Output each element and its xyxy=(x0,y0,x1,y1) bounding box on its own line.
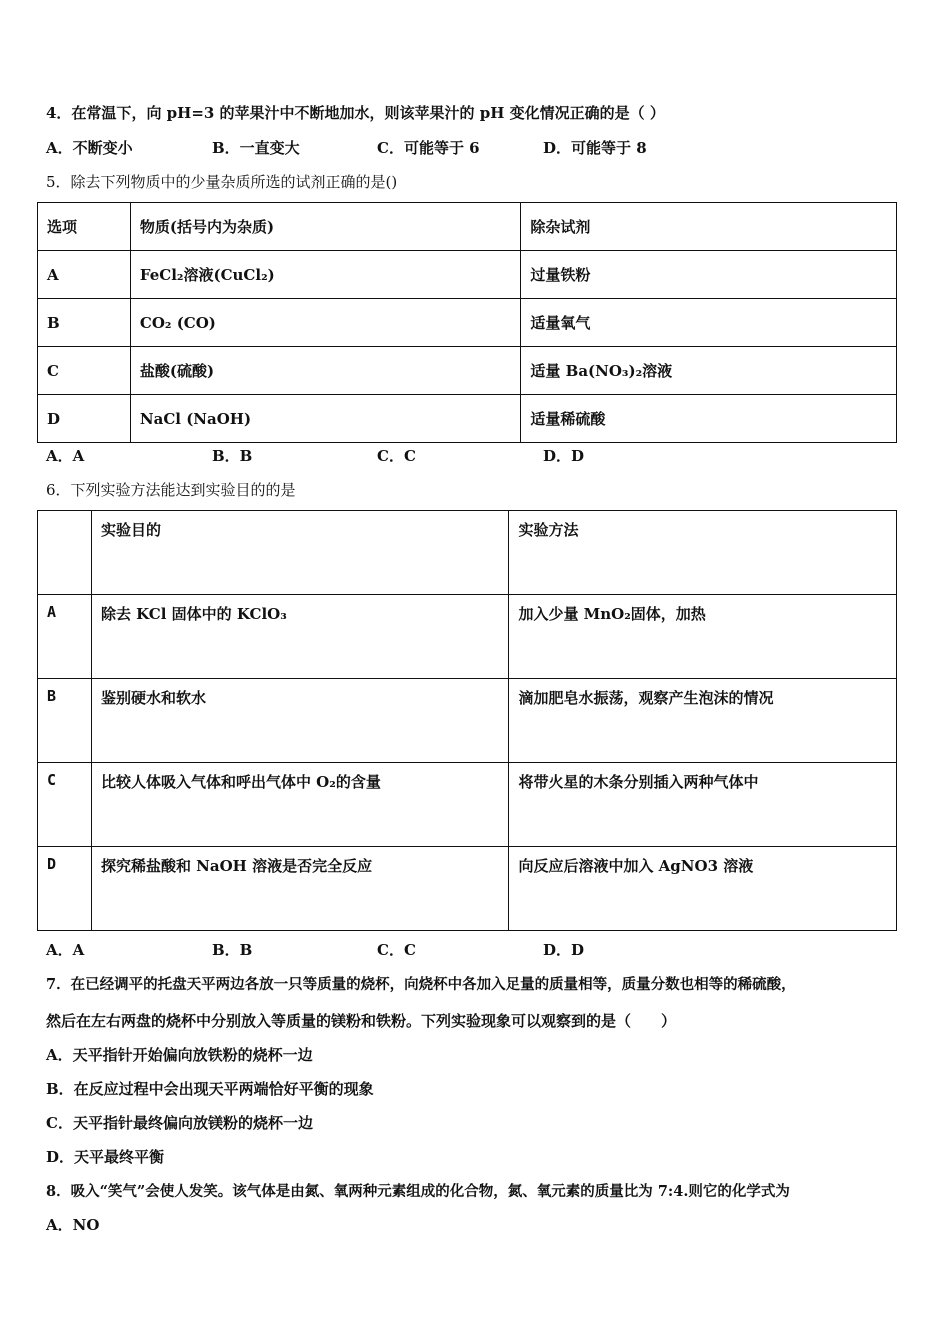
table-cell: 适量氧气 xyxy=(521,299,897,347)
table-header-cell: 实验方法 xyxy=(509,511,897,595)
q4-stem: 4．在常温下，向 pH=3 的苹果汁中不断地加水，则该苹果汁的 pH 变化情况正确的是（ ） xyxy=(46,104,665,122)
table-cell: 适量 Ba(NO₃)₂溶液 xyxy=(521,347,897,395)
q5-option-c[interactable]: C．C xyxy=(377,447,416,465)
table-cell: A xyxy=(38,595,92,679)
table-cell: D xyxy=(38,395,131,443)
table-cell: 除去 KCl 固体中的 KClO₃ xyxy=(91,595,508,679)
table-cell: 比较人体吸入气体和呼出气体中 O₂的含量 xyxy=(91,763,508,847)
table-row xyxy=(38,679,897,763)
table-cell: 滴加肥皂水振荡，观察产生泡沫的情况 xyxy=(509,679,897,763)
table-cell: 过量铁粉 xyxy=(521,251,897,299)
q5-table xyxy=(37,202,897,443)
table-cell: C xyxy=(38,347,131,395)
table-row xyxy=(38,347,897,395)
table-cell: 向反应后溶液中加入 AgNO3 溶液 xyxy=(509,847,897,931)
table-row xyxy=(38,299,897,347)
table-header-cell: 除杂试剂 xyxy=(521,203,897,251)
table-cell: CO₂ (CO) xyxy=(130,299,521,347)
table-header-cell: 物质(括号内为杂质) xyxy=(130,203,521,251)
q6-table xyxy=(37,510,897,931)
table-cell: 加入少量 MnO₂固体，加热 xyxy=(509,595,897,679)
table-cell: A xyxy=(38,251,131,299)
q7-option-c[interactable]: C．天平指针最终偏向放镁粉的烧杯一边 xyxy=(46,1114,313,1132)
q4-option-d[interactable]: D．可能等于 8 xyxy=(543,139,647,157)
table-cell: C xyxy=(38,763,92,847)
table-row xyxy=(38,847,897,931)
q6-option-b[interactable]: B．B xyxy=(212,941,253,959)
table-cell: NaCl (NaOH) xyxy=(130,395,521,443)
table-row xyxy=(38,395,897,443)
q7-option-d[interactable]: D．天平最终平衡 xyxy=(46,1148,165,1166)
table-cell: B xyxy=(38,299,131,347)
q7-stem-line1: 7．在已经调平的托盘天平两边各放一只等质量的烧杯，向烧杯中各加入足量的质量相等，质量分数也相等的稀硫酸， xyxy=(46,976,796,993)
table-cell: FeCl₂溶液(CuCl₂) xyxy=(130,251,521,299)
table-cell: 探究稀盐酸和 NaOH 溶液是否完全反应 xyxy=(91,847,508,931)
table-row xyxy=(38,595,897,679)
table-row xyxy=(38,763,897,847)
table-cell: 盐酸(硫酸) xyxy=(130,347,521,395)
q6-option-a[interactable]: A．A xyxy=(46,941,85,959)
table-row xyxy=(38,251,897,299)
q4-option-c[interactable]: C．可能等于 6 xyxy=(377,139,480,157)
q8-option-a[interactable]: A．NO xyxy=(46,1216,100,1234)
table-header-cell: 选项 xyxy=(38,203,131,251)
q4-option-a[interactable]: A．不断变小 xyxy=(46,139,133,157)
q5-option-d[interactable]: D．D xyxy=(543,447,585,465)
q8-stem: 8．吸入“笑气”会使人发笑。该气体是由氮、氧两种元素组成的化合物，氮、氧元素的质量比为 7:4.则它的化学式为 xyxy=(46,1183,790,1200)
table-header-cell xyxy=(38,511,92,595)
table-header-row xyxy=(38,203,897,251)
q7-option-a[interactable]: A．天平指针开始偏向放铁粉的烧杯一边 xyxy=(46,1046,313,1064)
q6-stem: 6．下列实验方法能达到实验目的的是 xyxy=(46,481,296,499)
table-cell: B xyxy=(38,679,92,763)
q6-option-c[interactable]: C．C xyxy=(377,941,416,959)
q5-option-b[interactable]: B．B xyxy=(212,447,253,465)
table-cell: 将带火星的木条分别插入两种气体中 xyxy=(509,763,897,847)
q7-stem-line2: 然后在左右两盘的烧杯中分别放入等质量的镁粉和铁粉。下列实验现象可以观察到的是（ ） xyxy=(46,1012,677,1030)
q4-option-b[interactable]: B．一直变大 xyxy=(212,139,300,157)
q5-option-a[interactable]: A．A xyxy=(46,447,85,465)
q6-option-d[interactable]: D．D xyxy=(543,941,585,959)
table-header-row xyxy=(38,511,897,595)
table-cell: 鉴别硬水和软水 xyxy=(91,679,508,763)
q7-option-b[interactable]: B．在反应过程中会出现天平两端恰好平衡的现象 xyxy=(46,1080,374,1098)
q5-stem: 5．除去下列物质中的少量杂质所选的试剂正确的是() xyxy=(46,173,398,191)
table-header-cell: 实验目的 xyxy=(91,511,508,595)
table-cell: D xyxy=(38,847,92,931)
table-cell: 适量稀硫酸 xyxy=(521,395,897,443)
